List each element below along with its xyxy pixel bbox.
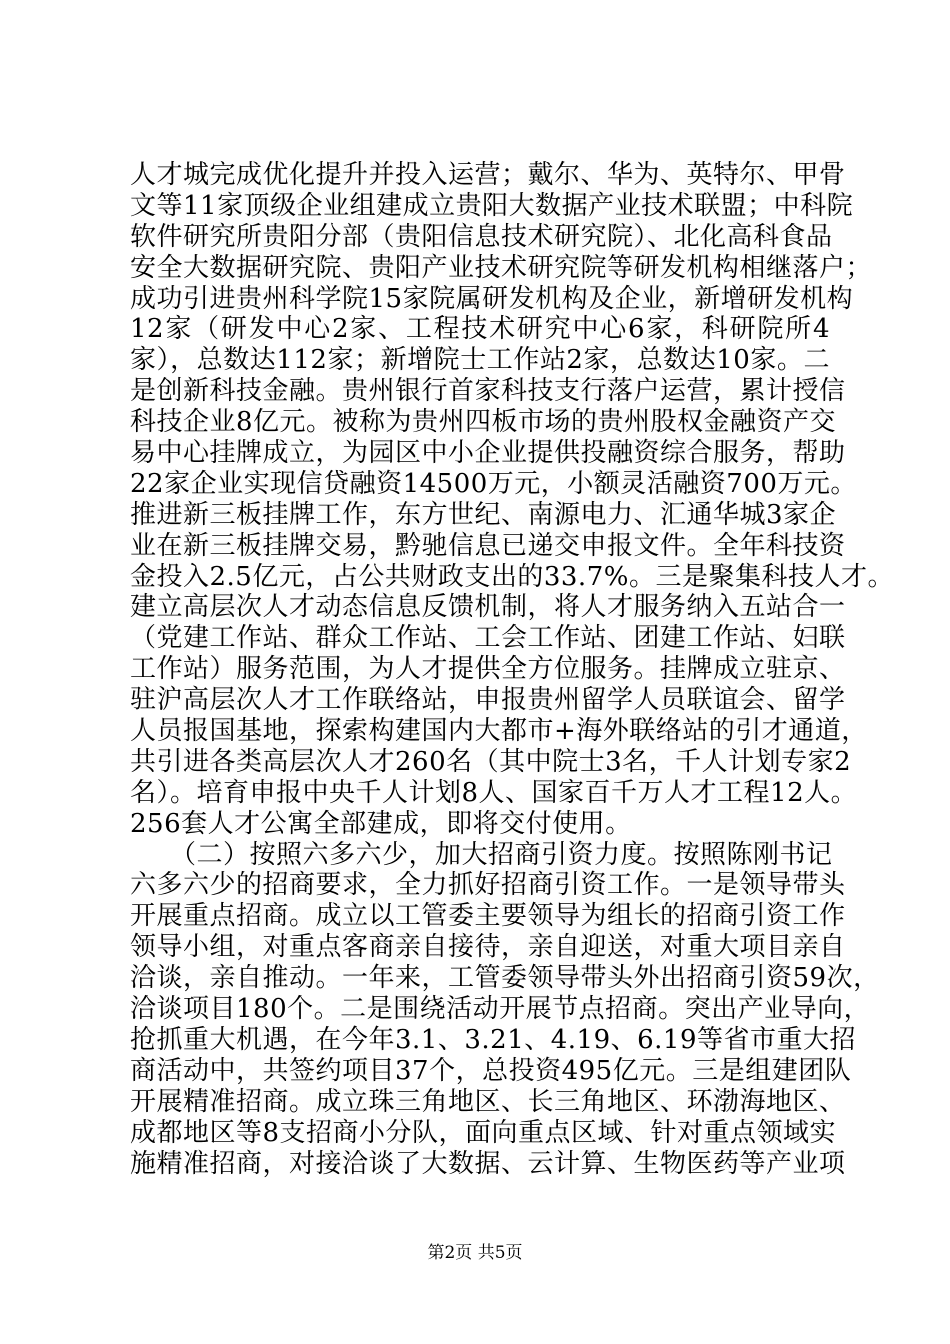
text-line: 驻沪高层次人才工作联络站，申报贵州留学人员联谊会、留学 xyxy=(130,685,846,716)
text-line: 金投入2.5亿元，占公共财政支出的33.7%。三是聚集科技人才。 xyxy=(130,561,894,592)
text-line: 22家企业实现信贷融资14500万元，小额灵活融资700万元。 xyxy=(130,468,857,499)
text-line: 文等11家顶级企业组建成立贵阳大数据产业技术联盟；中科院 xyxy=(130,190,854,221)
page-footer: 第2页 共5页 xyxy=(427,1243,523,1263)
text-line: 人员报国基地，探索构建国内大都市+海外联络站的引才通道， xyxy=(130,716,868,747)
text-line: 12家（研发中心2家、工程技术研究中心6家，科研院所4 xyxy=(130,314,830,345)
body-text xyxy=(130,160,894,1179)
text-line: （二）按照六多六少，加大招商引资力度。按照陈刚书记 xyxy=(130,839,833,870)
text-line: 是创新科技金融。贵州银行首家科技支行落户运营，累计授信 xyxy=(130,376,846,407)
text-line: 科技企业8亿元。被称为贵州四板市场的贵州股权金融资产交 xyxy=(130,407,837,438)
text-line: 安全大数据研究院、贵阳产业技术研究院等研发机构相继落户； xyxy=(130,252,873,283)
text-line: 领导小组，对重点客商亲自接待，亲自迎送，对重大项目亲自 xyxy=(130,932,846,963)
text-line: 推进新三板挂牌工作，东方世纪、南源电力、汇通华城3家企 xyxy=(130,499,837,530)
text-line: 开展重点招商。成立以工管委主要领导为组长的招商引资工作 xyxy=(130,901,846,932)
text-line: 建立高层次人才动态信息反馈机制，将人才服务纳入五站合一 xyxy=(130,592,846,623)
text-line: 商活动中，共签约项目37个，总投资495亿元。三是组建团队 xyxy=(130,1055,852,1086)
text-line: 成功引进贵州科学院15家院属研发机构及企业，新增研发机构 xyxy=(130,283,854,314)
text-line: 六多六少的招商要求，全力抓好招商引资工作。一是领导带头 xyxy=(130,870,846,901)
text-line: 256套人才公寓全部建成，即将交付使用。 xyxy=(130,808,632,839)
text-line: 人才城完成优化提升并投入运营；戴尔、华为、英特尔、甲骨 xyxy=(130,160,846,190)
text-line: 洽谈，亲自推动。一年来，工管委领导带头外出招商引资59次， xyxy=(130,963,880,994)
text-line: 工作站）服务范围，为人才提供全方位服务。挂牌成立驻京、 xyxy=(130,654,846,685)
text-line: 名）。培育申报中央千人计划8人、国家百千万人才工程12人。 xyxy=(130,777,858,808)
text-line: 施精准招商，对接洽谈了大数据、云计算、生物医药等产业项 xyxy=(130,1148,846,1179)
text-line: （党建工作站、群众工作站、工会工作站、团建工作站、妇联 xyxy=(130,623,846,654)
text-line: 开展精准招商。成立珠三角地区、长三角地区、环渤海地区、 xyxy=(130,1086,846,1117)
text-line: 家），总数达112家；新增院士工作站2家，总数达10家。二 xyxy=(130,345,830,376)
text-line: 软件研究所贵阳分部（贵阳信息技术研究院）、北化高科食品 xyxy=(130,221,833,252)
text-line: 共引进各类高层次人才260名（其中院士3名，千人计划专家2 xyxy=(130,746,852,777)
text-line: 成都地区等8支招商小分队，面向重点区域、针对重点领域实 xyxy=(130,1117,837,1148)
text-line: 易中心挂牌成立，为园区中小企业提供投融资综合服务，帮助 xyxy=(130,438,846,469)
text-line: 抢抓重大机遇，在今年3.1、3.21、4.19、6.19等省市重大招 xyxy=(130,1024,857,1055)
text-line: 洽谈项目180个。二是围绕活动开展节点招商。突出产业导向， xyxy=(130,994,871,1025)
text-line: 业在新三板挂牌交易，黔驰信息已递交申报文件。全年科技资 xyxy=(130,530,846,561)
